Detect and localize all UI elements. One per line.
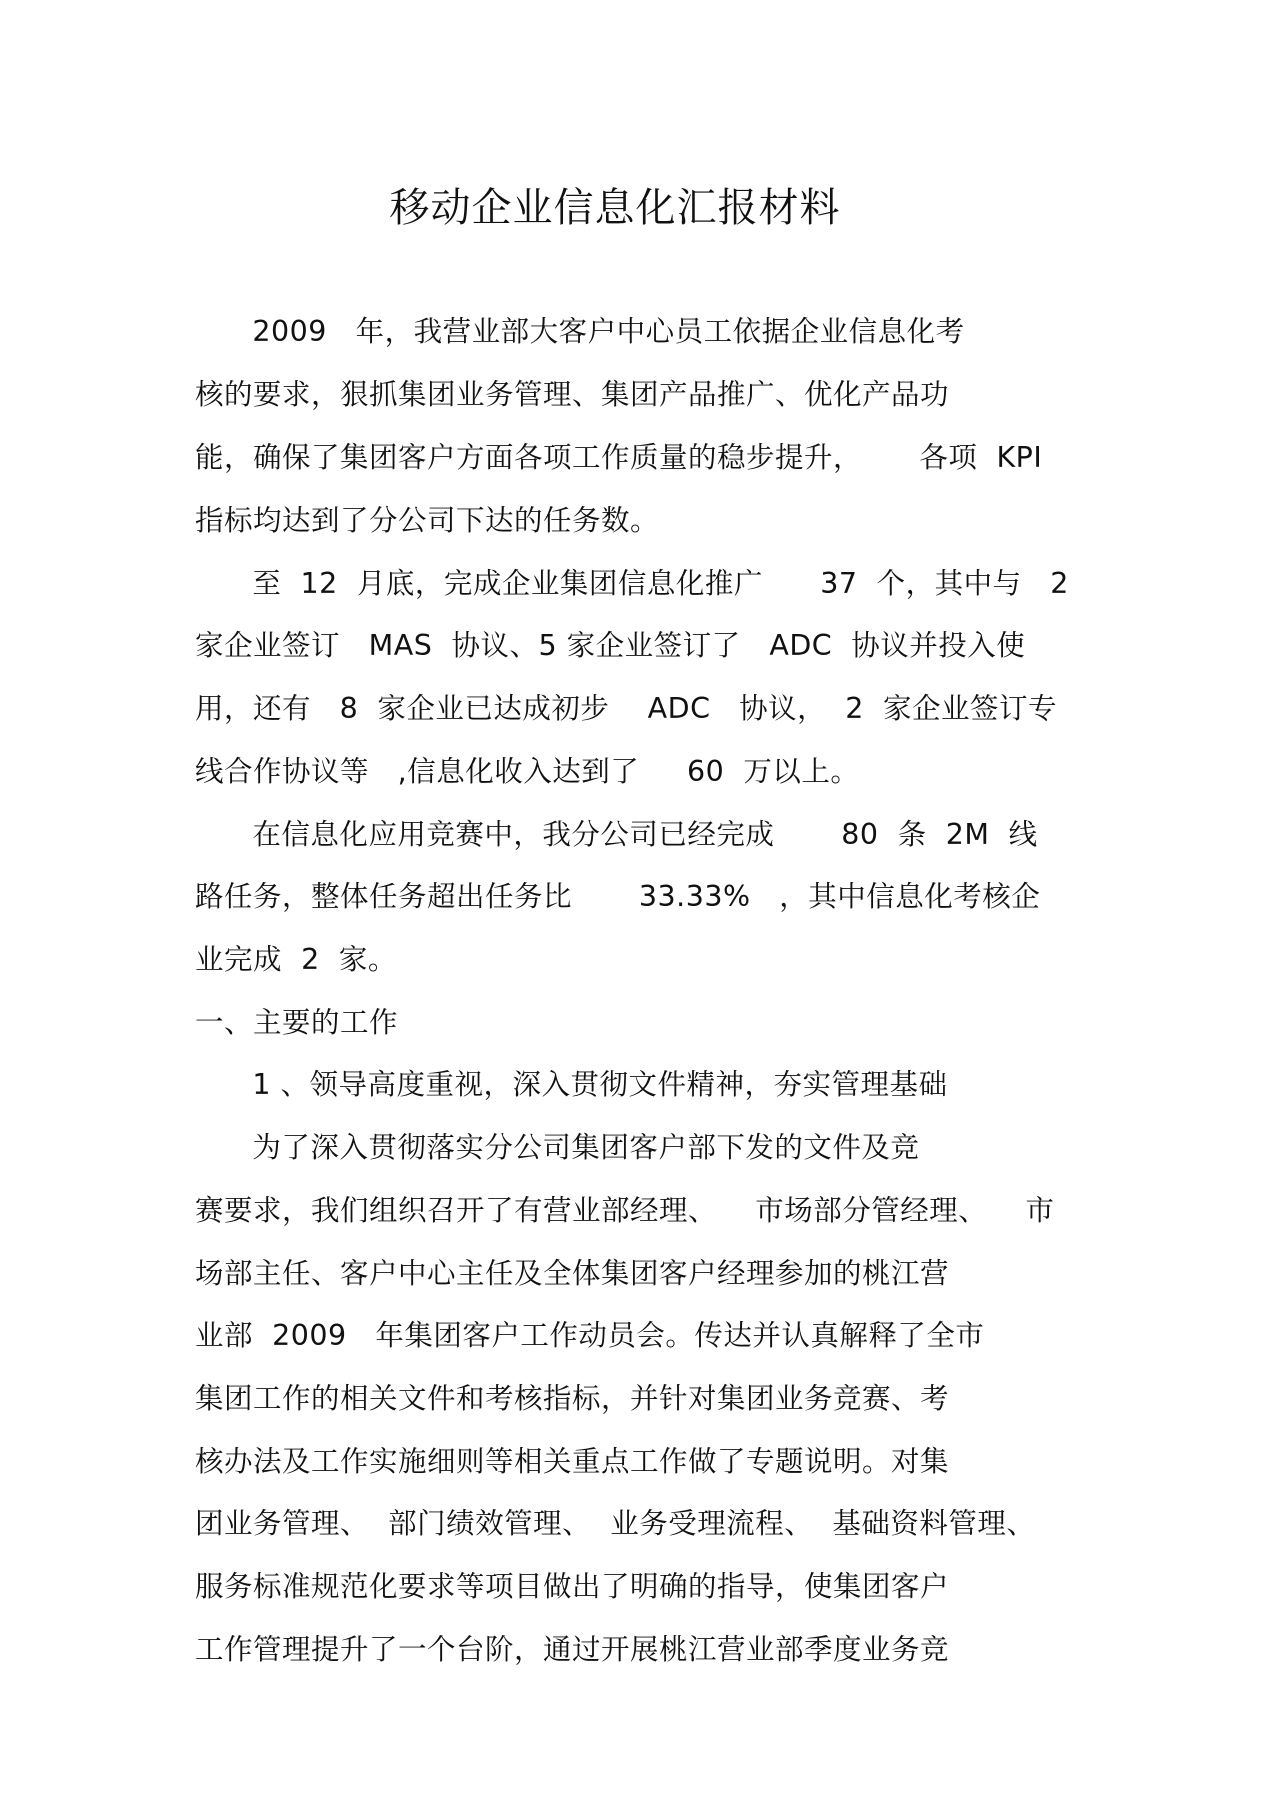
body-line: 在信息化应用竞赛中，我分公司已经完成 80 条 2M 线 <box>195 818 1038 851</box>
body-line: 集团工作的相关文件和考核指标，并针对集团业务竞赛、考 <box>195 1382 950 1415</box>
body-line: 路任务，整体任务超出任务比 33.33% ，其中信息化考核企 <box>195 880 1041 913</box>
body-line: 业部 2009 年集团客户工作动员会。传达并认真解释了全市 <box>195 1319 985 1352</box>
body-line: 核办法及工作实施细则等相关重点工作做了专题说明。对集 <box>195 1445 950 1478</box>
body-line: 线合作协议等 ,信息化收入达到了 60 万以上。 <box>195 755 860 788</box>
body-line: 为了深入贯彻落实分公司集团客户部下发的文件及竞 <box>195 1131 920 1164</box>
body-line: 服务标准规范化要求等项目做出了明确的指导，使集团客户 <box>195 1570 950 1603</box>
document-title: 移动企业信息化汇报材料 <box>389 185 841 231</box>
body-line: 能，确保了集团客户方面各项工作质量的稳步提升， 各项 KPI <box>195 441 1043 474</box>
body-line: 家企业签订 MAS 协议、5 家企业签订了 ADC 协议并投入使 <box>195 629 1026 662</box>
subsection-heading: 1 、领导高度重视，深入贯彻文件精神，夯实管理基础 <box>195 1068 948 1101</box>
body-line: 核的要求，狠抓集团业务管理、集团产品推广、优化产品功 <box>195 378 950 411</box>
body-line: 指标均达到了分公司下达的任务数。 <box>195 504 660 537</box>
body-line: 用，还有 8 家企业已达成初步 ADC 协议， 2 家企业签订专 <box>195 692 1058 725</box>
body-line: 业完成 2 家。 <box>195 943 397 976</box>
body-line: 至 12 月底，完成企业集团信息化推广 37 个，其中与 2 <box>195 567 1069 600</box>
section-heading: 一、主要的工作 <box>195 1006 399 1039</box>
body-line: 团业务管理、 部门绩效管理、 业务受理流程、 基础资料管理、 <box>195 1507 1036 1540</box>
body-line: 赛要求，我们组织召开了有营业部经理、 市场部分管经理、 市 <box>195 1194 1055 1227</box>
body-line: 2009 年，我营业部大客户中心员工依据企业信息化考 <box>195 315 965 348</box>
body-line: 工作管理提升了一个台阶，通过开展桃江营业部季度业务竞 <box>195 1633 950 1666</box>
body-line: 场部主任、客户中心主任及全体集团客户经理参加的桃江营 <box>195 1257 950 1290</box>
